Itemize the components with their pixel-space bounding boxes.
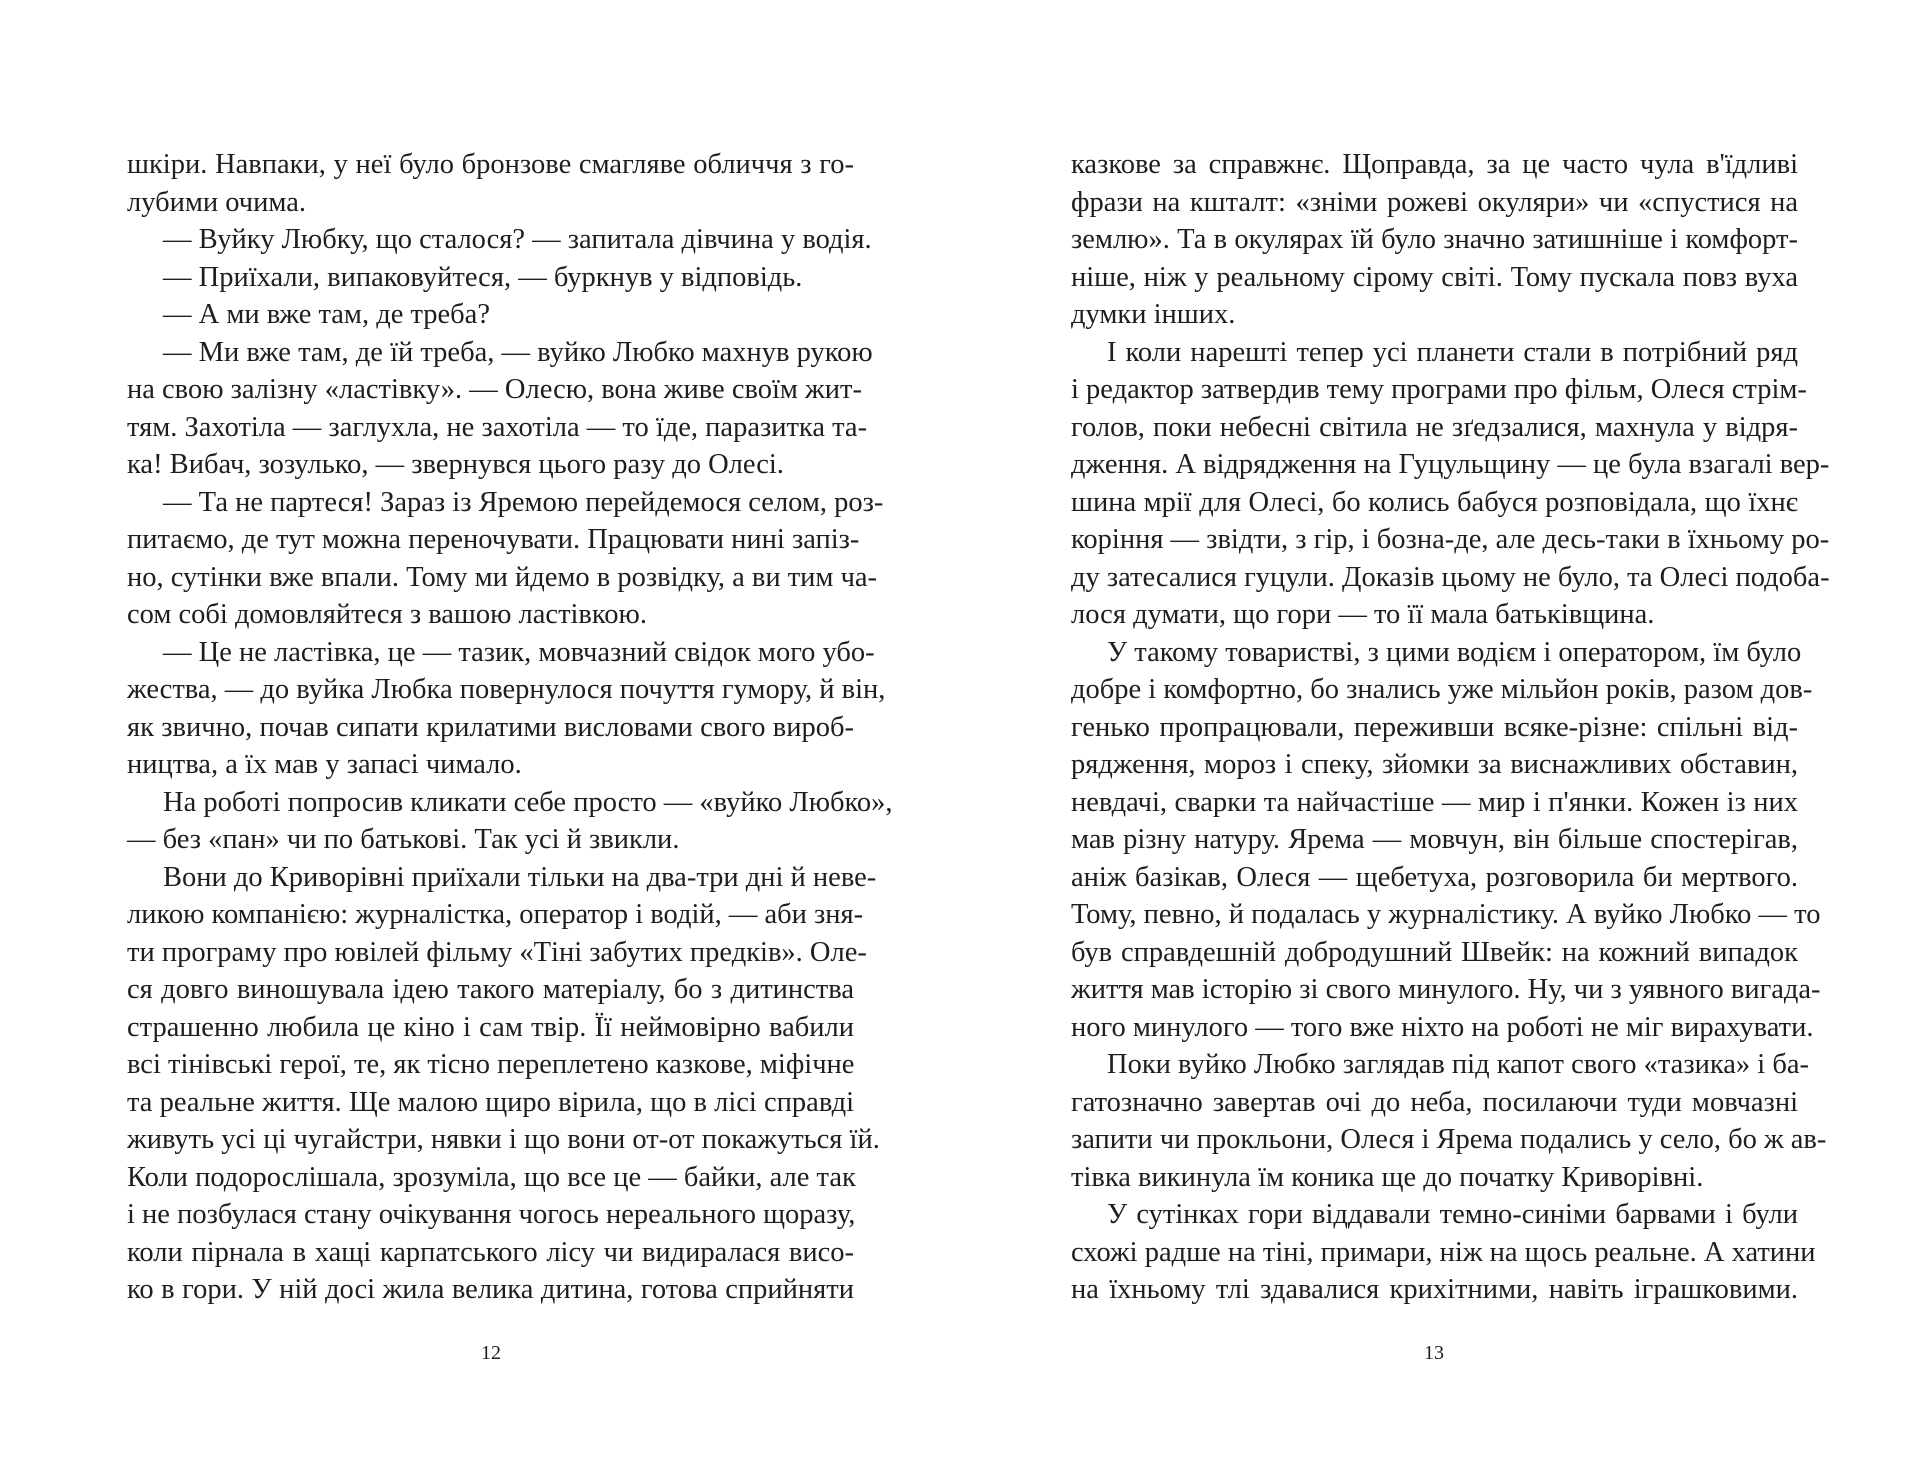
text-line: як звично, почав сипати крилатими висловами свого вироб- (127, 711, 854, 743)
text-line: невдачі, сварки та найчастіше — мир і п'янки. Кожен із них (1071, 786, 1798, 818)
text-line: життя мав історію зі свого минулого. Ну, чи з уявного вигада- (1071, 974, 1821, 1005)
text-line: ду затесалися гуцули. Доказів цьому не було, та Олесі подоба- (1071, 561, 1830, 593)
text-line: но, сутінки вже впали. Тому ми йдемо в розвідку, а ви тим ча- (127, 561, 878, 593)
text-line: — А ми вже там, де треба? (163, 299, 490, 330)
text-line: всі тінівські герої, те, як тісно переплетено казкове, міфічне (127, 1049, 855, 1080)
text-line: генько пропрацювали, переживши всяке-різне: спільні від- (1071, 711, 1798, 743)
text-line: — Ми вже там, де їй треба, — вуйко Любко махнув рукою (163, 336, 873, 368)
text-line: У сутінках гори віддавали темно-синіми барвами і були (1107, 1199, 1798, 1230)
text-line: Коли подорослішала, зрозуміла, що все це — байки, але так (127, 1161, 856, 1193)
text-line: запити чи прокльони, Олеся і Ярема подались у село, бо ж ав- (1071, 1124, 1827, 1155)
text-line: голов, поки небесні світила не зґедзалися, махнула у відря- (1071, 411, 1798, 443)
text-line: на їхньому тлі здавалися крихітними, навіть іграшковими. (1071, 1274, 1798, 1305)
text-line: землю». Та в окулярах їй було значно затишніше і комфорт- (1071, 224, 1798, 255)
text-line: гатозначно завертав очі до неба, посилаючи туди мовчазні (1071, 1086, 1798, 1118)
text-line: Вони до Криворівні приїхали тільки на два-три дні й неве- (163, 861, 877, 893)
text-line: та реальне життя. Ще малою щиро вірила, що в лісі справді (127, 1086, 854, 1118)
text-line: сом собі домовляйтеся з вашою ластівкою. (127, 599, 647, 630)
text-line: І коли нарешті тепер усі планети стали в потрібний ряд (1107, 336, 1798, 368)
text-line: добре і комфортно, бо знались уже мільйон років, разом дов- (1071, 674, 1813, 705)
text-line: У такому товаристві, з цими водієм і оператором, їм було (1107, 636, 1802, 668)
text-line: і не позбулася стану очікування чогось нереального щоразу, (127, 1199, 856, 1230)
text-line: страшенно любила це кіно і сам твір. Її неймовірно вабили (127, 1011, 854, 1043)
text-line: Тому, певно, й подалась у журналістику. А вуйко Любко — то (1071, 899, 1821, 930)
left-page-number: 12 (481, 1342, 501, 1364)
text-line: — Це не ластівка, це — тазик, мовчазний свідок мого убо- (163, 636, 875, 668)
text-line: ко в гори. У ній досі жила велика дитина, готова сприйняти (127, 1274, 854, 1305)
text-line: ка! Вибач, зозулько, — звернувся цього разу до Олесі. (127, 449, 784, 480)
text-line: аніж базікав, Олеся — щебетуха, розговорила би мертвого. (1071, 861, 1798, 893)
right-page-text (1071, 146, 1830, 1309)
left-page-text (127, 146, 893, 1309)
text-line: ся довго виношувала ідею такого матеріалу, бо з дитинства (127, 974, 854, 1005)
text-line: коли пірнала в хащі карпатського лісу чи видиралася висо- (127, 1236, 854, 1268)
text-line: казкове за справжнє. Щоправда, за це часто чула в'їдливі (1071, 149, 1798, 180)
text-line: Поки вуйко Любко заглядав під капот свого «тазика» і ба- (1107, 1049, 1809, 1080)
text-line: тівка викинула їм коника ще до початку Криворівні. (1071, 1161, 1704, 1193)
text-line: мав різну натуру. Ярема — мовчун, він більше спостерігав, (1071, 824, 1798, 855)
text-line: тям. Захотіла — заглухла, не захотіла — то їде, паразитка та- (127, 411, 868, 443)
text-line: лося думати, що гори — то її мала батьківщина. (1071, 599, 1655, 630)
text-line: живуть усі ці чугайстри, нявки і що вони от-от покажуться їй. (127, 1124, 880, 1155)
text-line: і редактор затвердив тему програми про фільм, Олеся стрім- (1071, 374, 1807, 405)
text-line: жества, — до вуйка Любка повернулося почуття гумору, й він, (127, 674, 886, 705)
text-line: шина мрії для Олесі, бо колись бабуся розповідала, що їхнє (1071, 486, 1798, 518)
text-line: коріння — звідти, з гір, і бозна-де, але десь-таки в їхньому ро- (1071, 524, 1830, 555)
text-line: фрази на кшталт: «зніми рожеві окуляри» чи «спустися на (1071, 186, 1798, 218)
text-line: лубими очима. (127, 186, 306, 218)
text-line: думки інших. (1071, 299, 1236, 330)
text-line: — Та не партеся! Зараз із Яремою перейдемося селом, роз- (163, 486, 884, 518)
text-line: рядження, мороз і спеку, зйомки за виснажливих обставин, (1071, 749, 1798, 780)
text-line: дження. А відрядження на Гуцульщину — це була взагалі вер- (1071, 449, 1830, 480)
text-line: ти програму про ювілей фільму «Тіні забутих предків». Оле- (127, 936, 867, 968)
text-line: схожі радше на тіні, примари, ніж на щось реальне. А хатини (1071, 1236, 1816, 1268)
text-line: на свою залізну «ластівку». — Олесю, вона живе своїм жит- (127, 374, 862, 405)
text-line: ництва, а їх мав у запасі чимало. (127, 749, 522, 780)
text-line: — Вуйку Любку, що сталося? — запитала дівчина у водія. (163, 224, 872, 255)
text-line: На роботі попросив кликати себе просто — «вуйко Любко», (163, 786, 893, 818)
text-line: ного минулого — того вже ніхто на роботі не міг вирахувати. (1071, 1011, 1814, 1043)
text-line: був справдешній добродушний Швейк: на кожний випадок (1071, 936, 1798, 968)
text-line: питаємо, де тут можна переночувати. Працювати нині запіз- (127, 524, 860, 555)
text-line: ликою компанією: журналістка, оператор і водій, — аби зня- (127, 899, 864, 930)
text-line: — Приїхали, випаковуйтеся, — буркнув у відповідь. (163, 261, 803, 293)
text-line: шкіри. Навпаки, у неї було бронзове смагляве обличчя з го- (127, 149, 854, 180)
right-page-number: 13 (1424, 1342, 1444, 1364)
text-line: ніше, ніж у реальному сірому світі. Тому пускала повз вуха (1071, 261, 1798, 293)
text-line: — без «пан» чи по батькові. Так усі й звикли. (127, 824, 680, 855)
